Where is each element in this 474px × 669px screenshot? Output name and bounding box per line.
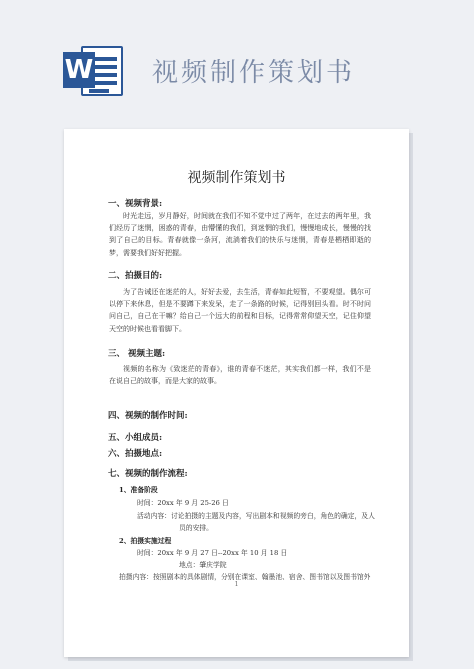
section-heading-background: 一、视频背景: — [108, 199, 163, 209]
header-banner — [0, 0, 474, 130]
document-title: 视频制作策划书 — [187, 170, 286, 186]
word-document-icon — [63, 42, 125, 98]
word-badge: W — [63, 52, 95, 88]
process-step-1-label: 1、准备阶段 — [119, 486, 158, 494]
page-number: 1 — [234, 581, 239, 588]
process-step-2-label: 2、拍摄实施过程 — [119, 537, 172, 545]
section-text-purpose: 为了告诫还在迷茫的人，好好去爱，去生活，青春如此短暂，不要观望。偶尔可以停下来休息，但是不要蹲下来发呆，走了一条路的时候，记得别回头看。时不时问问自己，自己在干嘛？给自己一个远大的前程和目标，记得常常仰望天空，记住仰望天空的时候也看看脚下。 — [109, 288, 371, 333]
section-heading-location: 六、拍摄地点: — [108, 449, 163, 459]
process-step-1-time: 时间：20xx 年 9 月 25-26 日 — [137, 499, 229, 507]
section-text-background: 时光走远，岁月静好，时间就在我们不知不觉中过了两年，在过去的两年里，我们经历了迷惘，困惑的青春，由懵懂的我们，到迷惘的我们，慢慢地成长，慢慢的找到了自己的目标。青春就像一条河，流淌着我们的快乐与迷惘，青春是栖栖即逝的梦，需要我们好好把握。 — [109, 212, 371, 257]
section-text-theme: 视频的名称为《致迷茫的青春》，谁的青春不迷茫，其实我们都一样，我们不是在说自己的故事，而是大家的故事。 — [109, 365, 371, 386]
process-step-2-content: 拍摄内容：按照剧本的具体剧情，分别在课室、翰墨池、宿舍、图书馆以及图书馆外 — [119, 573, 371, 581]
section-heading-theme: 三、 视频主题: — [108, 349, 166, 359]
section-heading-purpose: 二、拍摄目的: — [108, 271, 163, 281]
banner-title: 视频制作策划书 — [152, 58, 356, 88]
process-step-1-content-cont: 员的安排。 — [179, 524, 213, 532]
process-step-1-content: 活动内容：讨论拍摄的主题及内容，写出剧本和视频的旁白，角色的确定，及人 — [137, 512, 375, 520]
section-heading-time: 四、视频的制作时间: — [108, 411, 188, 421]
section-heading-members: 五、小组成员: — [108, 433, 163, 443]
section-heading-process: 七、视频的制作流程: — [108, 469, 188, 479]
process-step-2-time: 时间：20xx 年 9 月 27 日--20xx 年 10 月 18 日 — [137, 549, 288, 557]
process-step-2-place: 地点：肇庆学院 — [179, 561, 227, 569]
document-page — [64, 129, 409, 657]
